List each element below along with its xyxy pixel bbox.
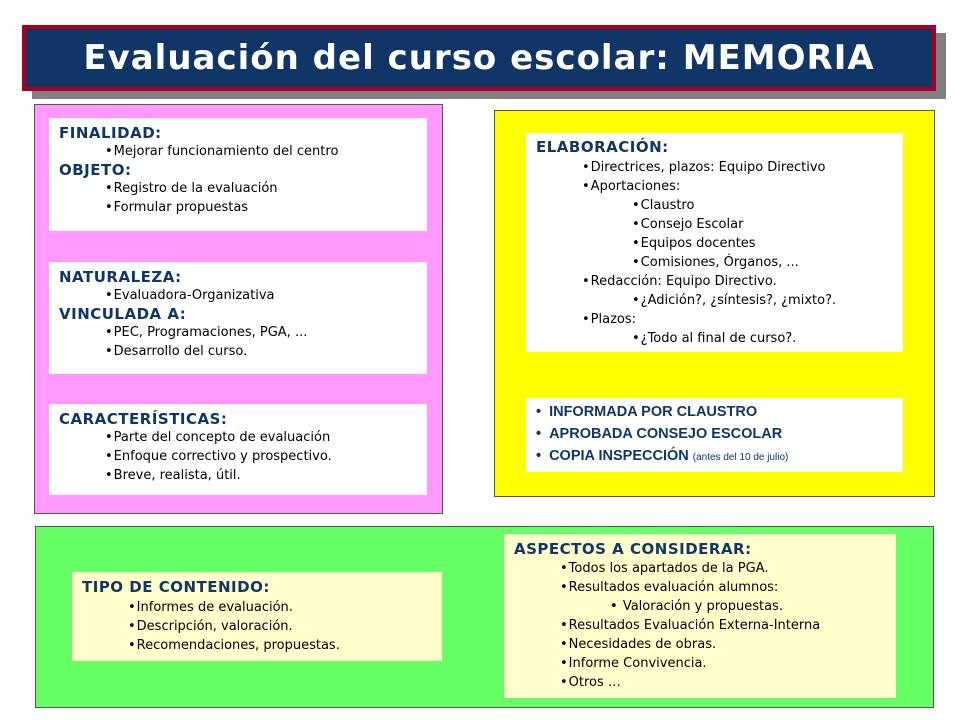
list-item: •¿Todo al final de curso?.	[632, 331, 797, 346]
heading-aspectos: ASPECTOS A CONSIDERAR:	[514, 540, 752, 558]
list-item: •Breve, realista, útil.	[105, 468, 241, 483]
list-item: •Informe Convivencia.	[560, 656, 707, 671]
list-item: •Formular propuestas	[105, 200, 249, 215]
heading-finalidad: FINALIDAD:	[59, 124, 162, 142]
heading-vinculada: VINCULADA A:	[59, 305, 187, 323]
heading-elaboracion: ELABORACIÓN:	[536, 138, 669, 156]
list-item: •Mejorar funcionamiento del centro	[105, 144, 339, 159]
deadline-note: (antes del 10 de julio)	[692, 452, 789, 463]
list-item: •Directrices, plazos: Equipo Directivo	[582, 160, 826, 175]
card-naturaleza	[49, 262, 427, 374]
list-item: •Claustro	[632, 198, 695, 213]
card-aprobacion	[526, 398, 903, 472]
list-item: •Consejo Escolar	[632, 217, 744, 232]
heading-naturaleza: NATURALEZA:	[59, 268, 182, 286]
list-item: •Parte del concepto de evaluación	[105, 430, 331, 445]
card-finalidad	[49, 118, 427, 231]
list-item: • INFORMADA POR CLAUSTRO	[536, 404, 758, 420]
list-item: •Comisiones, Órganos, ...	[632, 255, 799, 270]
list-item: • Valoración y propuestas.	[610, 599, 783, 614]
heading-objeto: OBJETO:	[59, 161, 132, 179]
list-item: •Descripción, valoración.	[128, 619, 293, 634]
page-title: Evaluación del curso escolar: MEMORIA	[83, 38, 875, 78]
list-item: •¿Adición?, ¿síntesis?, ¿mixto?.	[632, 293, 837, 308]
list-item: •Desarrollo del curso.	[105, 344, 248, 359]
title-banner	[22, 25, 936, 91]
list-item: •Resultados evaluación alumnos:	[560, 580, 779, 595]
card-caracteristicas	[49, 404, 427, 495]
card-elaboracion	[526, 133, 903, 352]
list-item: •Redacción: Equipo Directivo.	[582, 274, 777, 289]
list-item: •Plazos:	[582, 312, 637, 327]
list-item: •Todos los apartados de la PGA.	[560, 561, 769, 576]
list-item: • APROBADA CONSEJO ESCOLAR	[536, 426, 783, 442]
list-item: • COPIA INSPECCIÓN (antes del 10 de julio)	[536, 448, 789, 464]
list-item: •Registro de la evaluación	[105, 181, 278, 196]
card-aspectos	[504, 534, 896, 698]
heading-caracteristicas: CARACTERÍSTICAS:	[59, 410, 228, 428]
list-item: •Necesidades de obras.	[560, 637, 717, 652]
card-tipo-contenido	[72, 572, 442, 661]
list-item: •Resultados Evaluación Externa-Interna	[560, 618, 821, 633]
list-item: •Informes de evaluación.	[128, 600, 293, 615]
list-item: •Evaluadora-Organizativa	[105, 288, 275, 303]
heading-tipo-contenido: TIPO DE CONTENIDO:	[82, 578, 270, 596]
list-item: •Aportaciones:	[582, 179, 681, 194]
list-item: •Equipos docentes	[632, 236, 756, 251]
list-item: •Otros …	[560, 675, 621, 690]
list-item: •Enfoque correctivo y prospectivo.	[105, 449, 332, 464]
list-item: •Recomendaciones, propuestas.	[128, 638, 340, 653]
list-item: •PEC, Programaciones, PGA, ...	[105, 325, 308, 340]
